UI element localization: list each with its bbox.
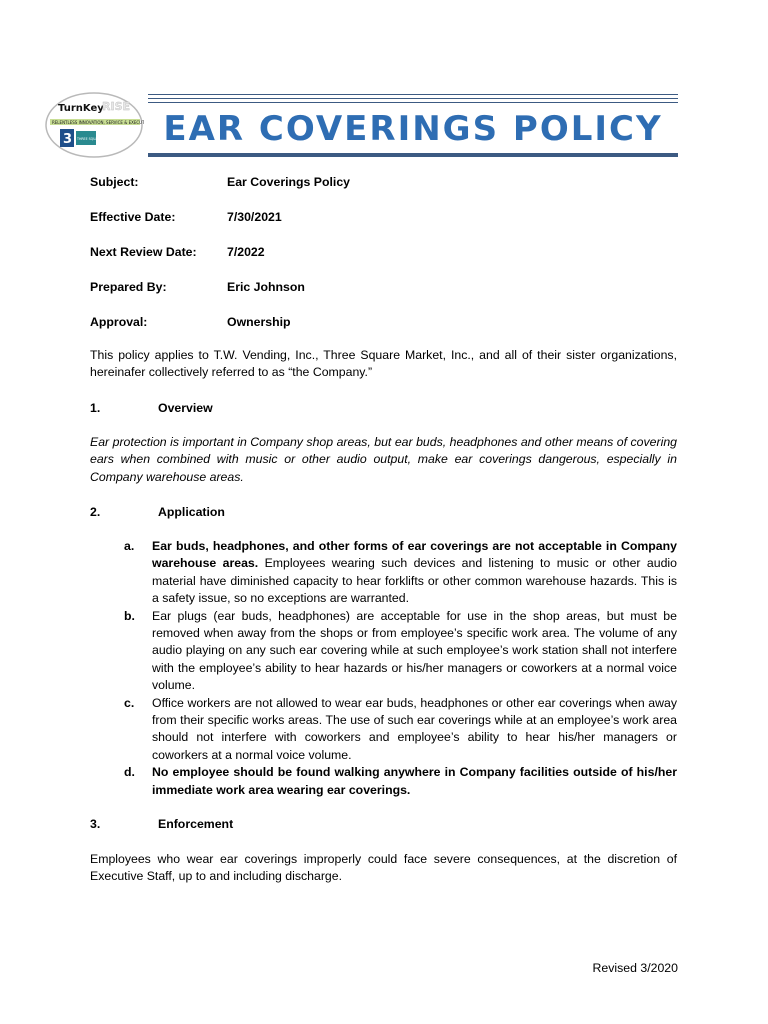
logo-mark: 3 <box>63 132 73 147</box>
section-heading-overview: 1. Overview <box>90 401 213 415</box>
logo-tag: RISE <box>102 100 130 113</box>
list-item: c. Office workers are not allowed to wear ear buds, headphones or other ear coverings when away from their specific works areas. The use of such ear coverings while at an employee’s work area should not interfere with coworkers and employee’s ability to hear his/her managers or coworkers at a normal voice volume. <box>124 695 677 762</box>
enforcement-paragraph: Employees who wear ear coverings improperly could face severe consequences, at the discretion of Executive Staff, up to and including discharge. <box>90 852 677 884</box>
logo-brand: TurnKey <box>58 103 104 114</box>
company-logo <box>44 91 144 159</box>
title-underline <box>148 153 678 157</box>
meta-row-next-review: Next Review Date: 7/2022 <box>90 245 265 259</box>
list-item: b. Ear plugs (ear buds, headphones) are acceptable for use in the shop areas, but must be removed when away from the shops or from employee’s specific work area. The volume of any audio playing on any such ear covering while at such employee’s work station shall not interfere with the employee’s ability to hear hazards or his/her managers or coworkers at a normal voice volume. <box>124 608 677 693</box>
logo-sub: THREE SQUARE MARKET <box>77 137 117 141</box>
intro-paragraph: This policy applies to T.W. Vending, Inc., Three Square Market, Inc., and all of their sister organizations, hereinafer collectively referred to as “the Company.” <box>90 348 677 380</box>
list-item: d. No employee should be found walking anywhere in Company facilities outside of his/her immediate work area wearing ear coverings. <box>124 765 677 797</box>
revision-note: Revised 3/2020 <box>592 961 678 975</box>
application-list <box>124 538 677 799</box>
meta-row-subject: Subject: Ear Coverings Policy <box>90 175 351 189</box>
meta-row-prepared-by: Prepared By: Eric Johnson <box>90 280 305 294</box>
meta-row-effective-date: Effective Date: 7/30/2021 <box>90 210 282 224</box>
section-heading-enforcement: 3. Enforcement <box>90 817 234 831</box>
header-rules <box>148 94 678 106</box>
list-item: a. Ear buds, headphones, and other forms of ear coverings are not acceptable in Company warehouse areas. Employees wearing such devices and listening to music or other audio material have diminished capacity to hear forklifts or other common warehouse hazards. This is a safety issue, so no exceptions are warranted. <box>124 539 677 606</box>
policy-meta <box>90 174 350 349</box>
section-heading-application: 2. Application <box>90 505 225 519</box>
overview-paragraph: Ear protection is important in Company shop areas, but ear buds, headphones and other means of covering ears when combined with music or other audio output, make ear coverings dangerous, especially in Company warehouse areas. <box>90 435 677 484</box>
meta-row-approval: Approval: Ownership <box>90 315 291 329</box>
logo-motto: RELENTLESS INNOVATION, SERVICE & EXECUTION <box>52 120 144 125</box>
page-title: EAR COVERINGS POLICY <box>163 109 663 149</box>
